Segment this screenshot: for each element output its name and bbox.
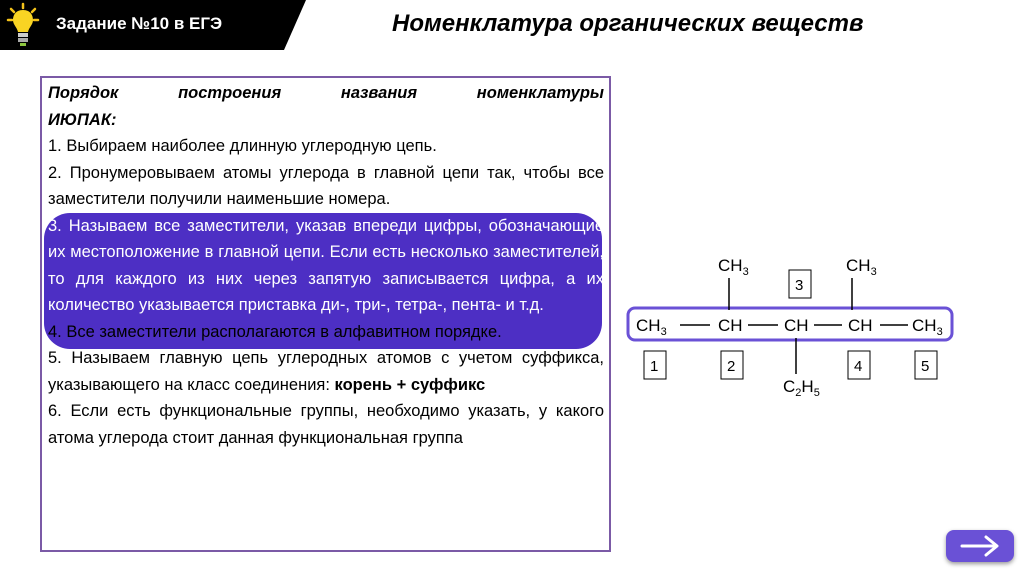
number-2: 2 <box>727 358 736 375</box>
rule-3: 3. Называем все заместители, указав впереди цифры, обозначающие их местоположение в главной цепи. Если есть несколько заместителей, то для каждого из них через запятую записывается цифра, а их количество указывается приставка ди-, три-, тетра-, пента- и т.д. <box>48 216 604 314</box>
rule-5-bold: корень + суффикс <box>334 375 486 394</box>
lightbulb-icon <box>6 2 40 48</box>
chain-atom-3: CH <box>784 316 809 335</box>
rules-heading-line2: ИЮПАК: <box>48 110 117 129</box>
rule-6: 6. Если есть функциональные группы, необходимо указать, у какого атома углерода стоит данная функциональная группа <box>48 402 604 447</box>
next-button[interactable] <box>946 530 1014 562</box>
substituent-methyl-2: $CH_3$ <box>718 256 749 278</box>
rule-4: 4. Все заместители располагаются в алфавитном порядке. <box>48 322 502 341</box>
task-title: Задание №10 в ЕГЭ <box>56 14 223 33</box>
substituent-methyl-4: $CH_3$ <box>846 256 877 278</box>
rules-text <box>48 80 604 451</box>
structural-formula <box>620 240 960 410</box>
rule-5 <box>48 345 604 398</box>
rule-2: 2. Пронумеровываем атомы углерода в главной цепи так, чтобы все заместители получили наименьшие номера. <box>48 163 604 208</box>
number-1: 1 <box>650 358 659 375</box>
arrow-right-icon <box>946 530 1014 562</box>
chain-atom-4: CH <box>848 316 873 335</box>
chain-atom-1: $CH_3$ <box>636 316 667 338</box>
chain-atom-5: $CH_3$ <box>912 316 943 338</box>
chain-atom-2: CH <box>718 316 743 335</box>
number-4: 4 <box>854 358 863 375</box>
rule-5-text: 5. Называем главную цепь углеродных атомов с учетом суффикса, указывающего на класс соединения: <box>48 349 604 394</box>
substituent-ethyl-3: $C_2H_5$ <box>783 377 820 399</box>
number-3: 3 <box>795 277 804 294</box>
number-5: 5 <box>921 358 930 375</box>
page-title: Номенклатура органических веществ <box>392 10 864 37</box>
rule-1: 1. Выбираем наиболее длинную углеродную цепь. <box>48 137 437 155</box>
rules-heading: Порядок построения названия номенклатуры <box>48 84 604 102</box>
